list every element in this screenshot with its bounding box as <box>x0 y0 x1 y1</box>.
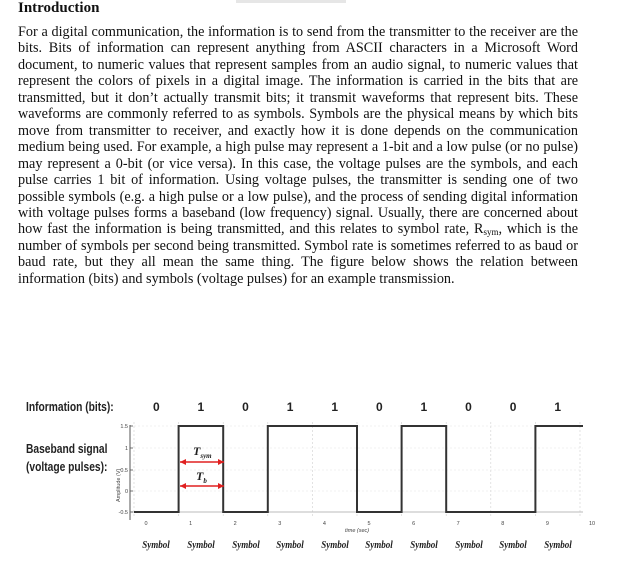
symbol-label: Symbol <box>231 540 260 551</box>
section-heading: Introduction <box>18 0 100 16</box>
bit-value: 0 <box>242 400 249 414</box>
x-tick-label: 5 <box>367 521 371 527</box>
bit-value: 0 <box>465 400 472 414</box>
symbol-label: Symbol <box>454 540 483 551</box>
y-tick-label: 0 <box>124 489 128 495</box>
body-paragraph <box>18 24 578 287</box>
y-tick-label: -0.5 <box>118 510 128 516</box>
y-tick-label: 1.5 <box>120 424 128 430</box>
bit-value: 1 <box>286 400 294 414</box>
bit-value: 1 <box>197 400 205 414</box>
x-tick-label: 1 <box>189 521 193 527</box>
x-tick-label: 6 <box>412 521 416 527</box>
y-axis-label: Amplitude (V) <box>116 468 122 502</box>
x-tick-label: 2 <box>233 521 237 527</box>
tb-arrow-left-head <box>180 483 186 489</box>
x-tick-label: 8 <box>501 521 505 527</box>
symbol-rate-subscript: sym <box>483 227 499 238</box>
information-bits-label: Information (bits): <box>26 400 114 414</box>
y-tick-label: 0.5 <box>120 468 128 474</box>
symbol-label: Symbol <box>142 540 171 551</box>
x-tick-label: 9 <box>545 521 549 527</box>
symbol-label: Symbol <box>543 540 572 551</box>
x-tick-label: 4 <box>322 521 326 527</box>
x-tick-label: 10 <box>588 521 596 527</box>
symbol-label: Symbol <box>410 540 438 551</box>
x-tick-label: 0 <box>144 521 148 527</box>
y-tick-label: 1 <box>124 446 128 452</box>
bit-value: 0 <box>509 400 517 414</box>
symbol-label: Symbol <box>320 540 349 551</box>
tsym-arrow-left-head <box>180 459 186 465</box>
x-tick-label: 3 <box>278 521 282 527</box>
bit-value: 1 <box>420 400 428 414</box>
tb-label: $T_b$ <box>196 469 207 485</box>
baseband-signal-label: Baseband signal <box>26 442 108 456</box>
top-divider <box>236 0 346 3</box>
symbol-label: Symbol <box>365 540 394 551</box>
paragraph-part-1: For a digital communication, the information is to send from the transmitter to the receiver are the bits. Bits of information can represent anything from ASCII characters in a Microsoft Word document, to numeric values that represent samples from an audio signal, to numeric values that represent the colors of pixels in a digital image. The information is carried in the bits that are transmitted, but it don’t actually transmit bits; it transmit waveforms that represent bits. These waveforms are commonly referred to as symbols. Symbols are the physical means by which bits move from transmitter to receiver, and exactly how it is done depends on the communication medium being used. For example, a high pulse may represent a 1-bit and a low pulse (or no pulse) may represent a 0-bit (or vice versa). In this case, the voltage pulses are the symbols, and each pulse carries 1 bit of information. Using voltage pulses, the transmitter is sending one of two possible symbols (e.g. a high pulse or a low pulse), and the process of sending digital information with voltage pulses forms a baseband (low frequency) signal. Usually, there are concerned about how fast the information is being transmitted, and this relates to symbol rate, R <box>18 24 578 238</box>
symbol-label: Symbol <box>187 540 215 551</box>
tsym-label: $T_{sym}$ <box>193 444 212 460</box>
x-tick-label: 7 <box>456 521 460 527</box>
paragraph-part-2: , which is the number of symbols per second being transmitted. Symbol rate is sometimes referred to as baud or baud rate, but they all mean the same thing. The figure below shows the relation between information (bits) and symbols (voltage pulses) for an example transmission. <box>18 221 579 287</box>
x-axis-label: time (sec) <box>345 528 370 534</box>
voltage-pulses-label: (voltage pulses): <box>26 460 108 474</box>
bit-value: 1 <box>331 400 339 414</box>
baseband-signal-plot <box>0 392 619 562</box>
bit-value: 1 <box>554 400 562 414</box>
symbol-label: Symbol <box>499 540 527 551</box>
bits-symbols-figure <box>0 392 619 562</box>
bit-value: 0 <box>375 400 383 414</box>
symbol-label: Symbol <box>276 540 304 551</box>
bit-value: 0 <box>152 400 160 414</box>
